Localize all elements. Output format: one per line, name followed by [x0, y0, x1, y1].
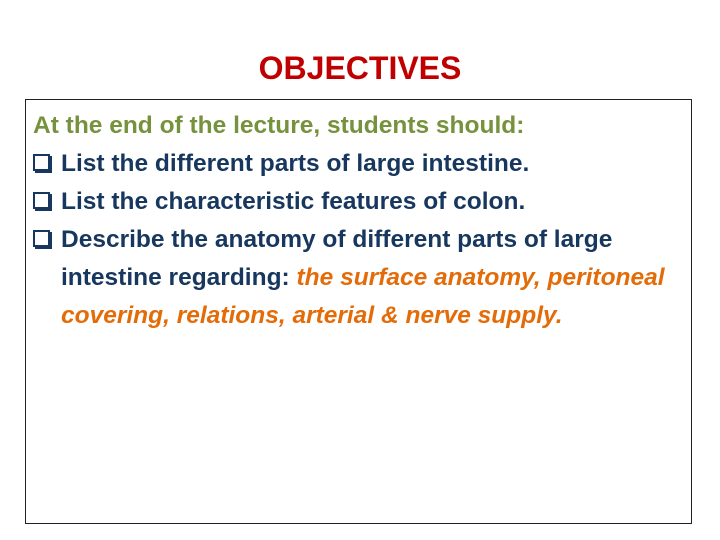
objective-text: Describe the anatomy of different parts of large intestine regarding: — [61, 226, 613, 291]
objectives-list — [33, 145, 683, 335]
objectives-box — [25, 99, 692, 524]
objective-text: List the characteristic features of colon. — [61, 188, 526, 215]
objective-item — [33, 183, 683, 221]
intro-text: At the end of the lecture, students should: — [33, 112, 525, 139]
slide-title: OBJECTIVES — [258, 50, 462, 86]
objective-text: List the different parts of large intestine. — [61, 150, 530, 177]
square-bullet-icon — [33, 192, 50, 209]
objective-item — [33, 221, 683, 335]
square-bullet-icon — [33, 154, 50, 171]
square-bullet-icon — [33, 230, 50, 247]
objective-highlight-text: the surface anatomy, peritoneal covering, relations, arterial & nerve supply. — [61, 264, 665, 329]
objective-item — [33, 145, 683, 183]
